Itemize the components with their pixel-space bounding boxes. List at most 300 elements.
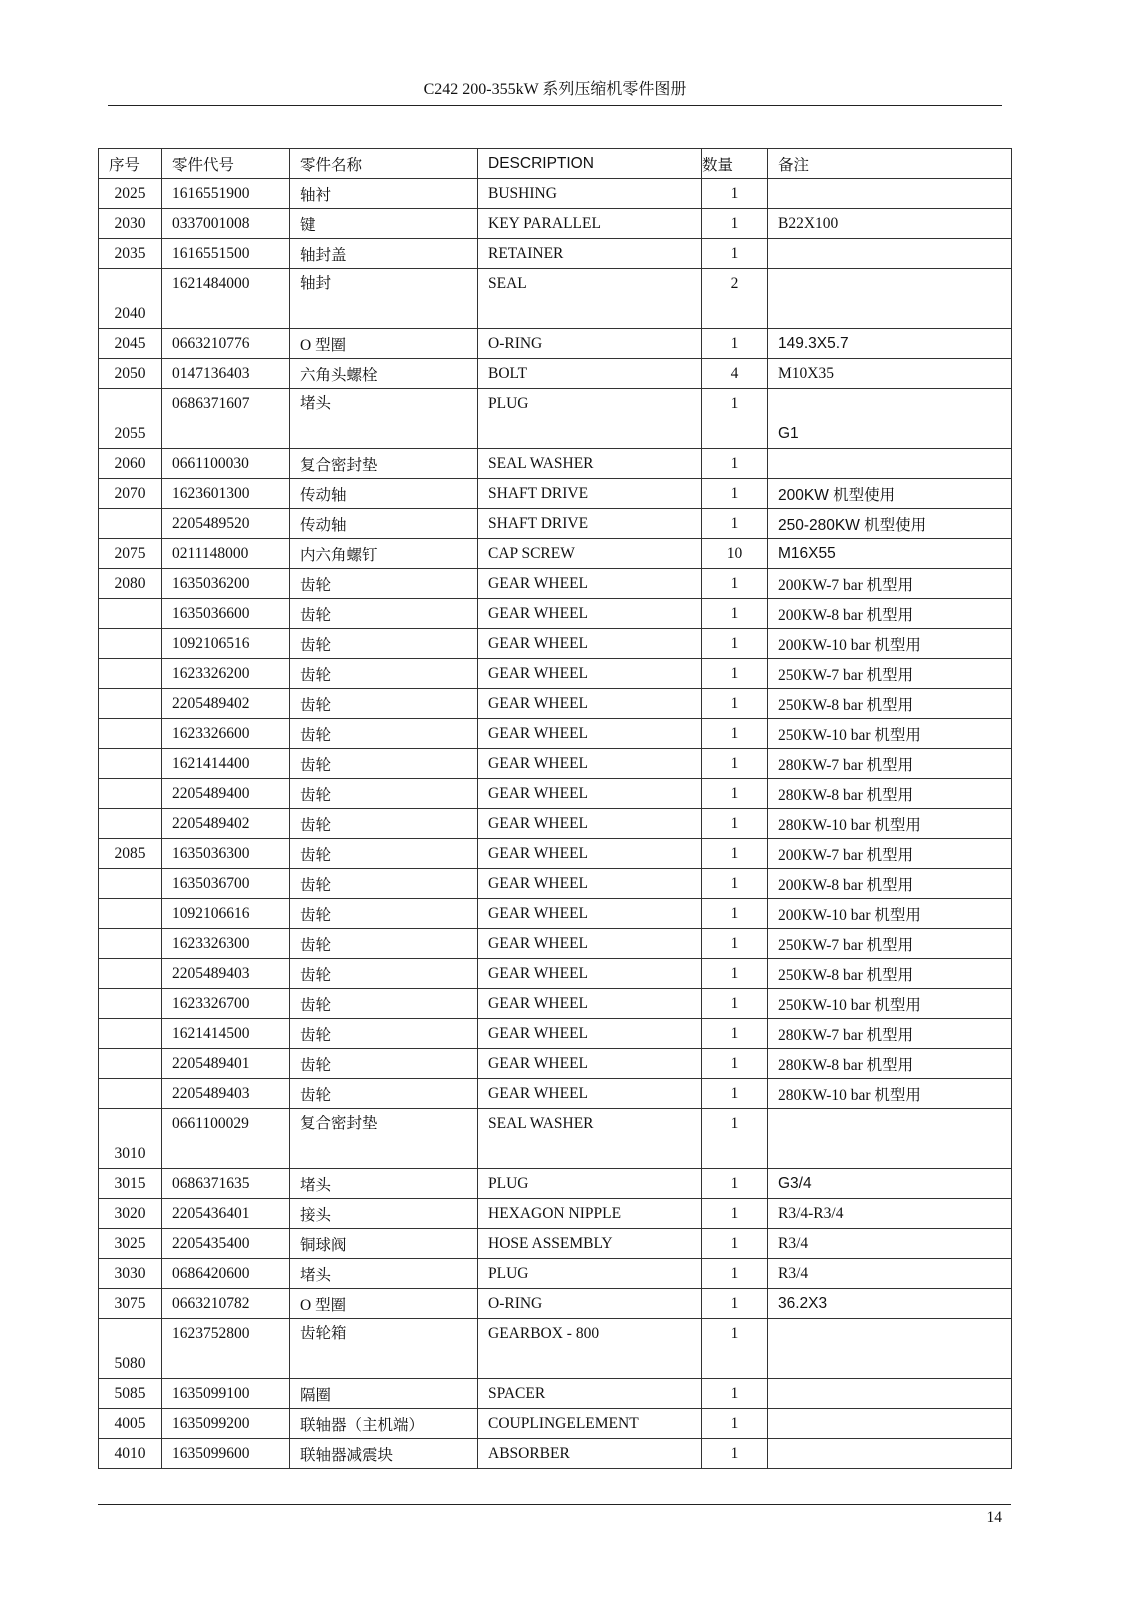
cell-part-name [290,1439,478,1469]
cell-part-name [290,869,478,899]
cell-quantity [702,1199,768,1229]
table-header-row [99,149,1012,179]
cell-part-name-text: O 型圈 [300,336,347,354]
cell-remarks-text: 280KW-7 bar 机型用 [778,756,914,774]
cell-description [478,929,702,959]
cell-quantity [702,599,768,629]
cell-remarks [768,779,1012,809]
cell-part-name-text: 轴衬 [300,186,332,204]
cell-description-text: CAP SCREW [488,544,575,562]
table-row [99,1439,1012,1469]
cell-part-code-text: 1092106516 [172,634,250,652]
cell-seq [99,509,162,539]
cell-part-name-text: 齿轮 [300,696,332,714]
table-row [99,239,1012,269]
cell-quantity-text: 1 [730,694,739,712]
cell-remarks-text: R3/4 [778,1264,809,1282]
cell-description-text: GEAR WHEEL [488,724,589,742]
cell-seq-text: 2035 [114,245,146,262]
table-row [99,749,1012,779]
cell-seq-text: 2060 [114,455,146,472]
cell-quantity-text: 2 [730,275,739,292]
cell-seq [99,1409,162,1439]
cell-seq-text: 2070 [114,485,146,502]
header-part-code: 零件代号 [162,149,290,179]
cell-description-text: GEAR WHEEL [488,904,589,922]
cell-seq [99,389,162,449]
cell-seq-text: 3030 [114,1265,146,1282]
cell-quantity-text: 1 [730,1204,739,1222]
cell-quantity-text: 1 [730,1115,739,1132]
cell-remarks-text: 149.3X5.7 [778,334,849,352]
cell-part-name [290,329,478,359]
cell-part-name-text: 齿轮 [300,1056,332,1074]
cell-part-name-text: 齿轮 [300,966,332,984]
cell-part-name [290,449,478,479]
cell-part-name-text: 传动轴 [300,486,347,504]
cell-part-name [290,239,478,269]
cell-description [478,179,702,209]
cell-description-text: BUSHING [488,184,557,202]
cell-remarks-text: 200KW-7 bar 机型用 [778,846,914,864]
cell-part-name-text: 六角头螺栓 [300,366,378,384]
cell-seq [99,989,162,1019]
cell-part-name-text: 联轴器（主机端） [300,1416,425,1434]
cell-description-text: SHAFT DRIVE [488,514,589,532]
cell-quantity-text: 1 [730,184,739,202]
cell-part-name-text: 齿轮箱 [300,1325,347,1342]
cell-quantity [702,989,768,1019]
cell-remarks [768,1289,1012,1319]
cell-quantity-text: 10 [726,544,743,562]
cell-seq [99,179,162,209]
cell-remarks [768,1019,1012,1049]
cell-description [478,1199,702,1229]
footer-divider [98,1504,1011,1505]
cell-quantity-text: 4 [730,364,739,382]
cell-remarks [768,569,1012,599]
cell-part-name-text: 复合密封垫 [300,1115,378,1132]
cell-quantity [702,239,768,269]
cell-seq-text: 5080 [114,1355,146,1372]
cell-part-name-text: 传动轴 [300,516,347,534]
cell-seq [99,1079,162,1109]
cell-seq [99,269,162,329]
cell-remarks [768,659,1012,689]
cell-description [478,809,702,839]
cell-part-name [290,1019,478,1049]
cell-description [478,1319,702,1379]
cell-description [478,239,702,269]
cell-description-text: GEAR WHEEL [488,964,589,982]
cell-quantity-text: 1 [730,1234,739,1252]
cell-remarks [768,899,1012,929]
cell-remarks [768,1319,1012,1379]
cell-seq [99,599,162,629]
cell-part-name [290,569,478,599]
cell-remarks [768,1259,1012,1289]
cell-part-code [162,929,290,959]
cell-description [478,839,702,869]
cell-quantity-text: 1 [730,964,739,982]
table-row [99,929,1012,959]
cell-part-code-text: 0686420600 [172,1264,250,1282]
cell-description-text: GEAR WHEEL [488,1084,589,1102]
cell-remarks [768,959,1012,989]
cell-remarks-text: 280KW-7 bar 机型用 [778,1026,914,1044]
cell-part-code-text: 1623326200 [172,664,250,682]
cell-part-code-text: 2205489402 [172,694,250,712]
cell-description [478,659,702,689]
cell-remarks-text: G3/4 [778,1174,812,1192]
cell-remarks-text: 280KW-10 bar 机型用 [778,1086,921,1104]
table-row [99,179,1012,209]
cell-part-name [290,1289,478,1319]
cell-description [478,989,702,1019]
cell-part-code-text: 2205489403 [172,964,250,982]
cell-part-name-text: 轴封盖 [300,246,347,264]
cell-quantity-text: 1 [730,1414,739,1432]
cell-part-name [290,1319,478,1379]
table-row [99,689,1012,719]
cell-quantity [702,1169,768,1199]
cell-part-code-text: 1092106616 [172,904,250,922]
cell-part-code [162,1439,290,1469]
cell-quantity-text: 1 [730,334,739,352]
cell-part-name-text: 齿轮 [300,786,332,804]
cell-remarks [768,989,1012,1019]
cell-part-code-text: 2205436401 [172,1204,250,1222]
cell-part-name [290,269,478,329]
cell-part-code-text: 1616551900 [172,184,250,202]
table-row [99,1409,1012,1439]
cell-part-code-text: 2205489520 [172,514,250,532]
cell-quantity [702,1079,768,1109]
cell-description-text: O-RING [488,334,543,352]
page-header-title: C242 200-355kW 系列压缩机零件图册 [423,81,687,98]
cell-part-name-text: 齿轮 [300,846,332,864]
cell-quantity-text: 1 [730,934,739,952]
cell-description-text: SEAL WASHER [488,454,594,472]
cell-remarks [768,209,1012,239]
cell-part-name [290,1169,478,1199]
cell-part-code [162,1109,290,1169]
cell-description [478,269,702,329]
cell-part-code-text: 2205489403 [172,1084,250,1102]
cell-description [478,749,702,779]
cell-part-code [162,989,290,1019]
cell-part-name [290,1409,478,1439]
cell-description-text: GEAR WHEEL [488,664,589,682]
cell-quantity [702,449,768,479]
cell-remarks-text: 250KW-8 bar 机型用 [778,966,914,984]
cell-part-name [290,959,478,989]
cell-seq-text: 2055 [114,425,146,442]
cell-part-name-text: 联轴器减震块 [300,1446,394,1464]
cell-description-text: O-RING [488,1294,543,1312]
cell-part-name [290,359,478,389]
cell-part-code-text: 0663210776 [172,334,250,352]
table-row [99,1229,1012,1259]
cell-part-name-text: 齿轮 [300,636,332,654]
cell-seq-text: 3010 [114,1145,146,1162]
cell-part-code [162,1169,290,1199]
cell-part-code-text: 1621484000 [172,275,250,292]
cell-quantity [702,1289,768,1319]
table-row [99,1319,1012,1379]
cell-seq-text: 4005 [114,1415,146,1432]
table-row [99,779,1012,809]
cell-quantity [702,929,768,959]
table-row [99,719,1012,749]
cell-remarks [768,1199,1012,1229]
cell-seq [99,929,162,959]
table-row [99,599,1012,629]
cell-description-text: GEAR WHEEL [488,604,589,622]
cell-remarks [768,239,1012,269]
cell-part-code-text: 0661100030 [172,454,249,472]
cell-quantity-text: 1 [730,724,739,742]
cell-part-code-text: 1635036700 [172,874,250,892]
cell-description-text: PLUG [488,1174,529,1192]
cell-remarks [768,1409,1012,1439]
cell-remarks-text: R3/4-R3/4 [778,1204,844,1222]
cell-description [478,1049,702,1079]
cell-seq [99,689,162,719]
cell-description [478,1379,702,1409]
cell-seq [99,629,162,659]
table-row [99,659,1012,689]
cell-remarks [768,689,1012,719]
cell-quantity-text: 1 [730,904,739,922]
cell-seq-text: 2030 [114,215,146,232]
cell-part-name-text: 齿轮 [300,576,332,594]
cell-quantity-text: 1 [730,1294,739,1312]
cell-quantity-text: 1 [730,1325,739,1342]
cell-part-code [162,209,290,239]
parts-table [98,148,1012,1469]
cell-quantity-text: 1 [730,1264,739,1282]
cell-part-name [290,479,478,509]
cell-part-name-text: 堵头 [300,1176,332,1194]
table-row [99,389,1012,449]
header-description: DESCRIPTION [478,149,702,179]
table-row [99,539,1012,569]
cell-quantity-text: 1 [730,454,739,472]
cell-seq [99,779,162,809]
cell-quantity [702,719,768,749]
table-row [99,359,1012,389]
cell-description-text: GEAR WHEEL [488,1054,589,1072]
cell-part-code [162,1079,290,1109]
cell-description-text: GEAR WHEEL [488,694,589,712]
table-row [99,959,1012,989]
cell-part-name [290,989,478,1019]
cell-part-code [162,1049,290,1079]
cell-part-code-text: 1623326600 [172,724,250,742]
cell-seq [99,1109,162,1169]
cell-remarks [768,479,1012,509]
cell-seq [99,1289,162,1319]
cell-seq-text: 3020 [114,1205,146,1222]
cell-quantity [702,1409,768,1439]
cell-remarks [768,269,1012,329]
cell-part-name [290,539,478,569]
cell-part-name-text: 接头 [300,1206,332,1224]
cell-seq [99,809,162,839]
cell-part-code-text: 1623601300 [172,484,250,502]
cell-quantity-text: 1 [730,1084,739,1102]
cell-remarks [768,179,1012,209]
cell-seq [99,839,162,869]
cell-part-code [162,1229,290,1259]
cell-quantity-text: 1 [730,1444,739,1462]
cell-part-name [290,1229,478,1259]
cell-part-code [162,479,290,509]
cell-quantity-text: 1 [730,814,739,832]
cell-remarks [768,1049,1012,1079]
cell-part-name [290,209,478,239]
cell-seq [99,1019,162,1049]
cell-remarks-text: B22X100 [778,214,839,232]
cell-quantity [702,959,768,989]
cell-part-name-text: 齿轮 [300,906,332,924]
cell-quantity [702,899,768,929]
cell-quantity-text: 1 [730,395,739,412]
header-quantity: 数量 [702,149,768,179]
cell-part-name [290,839,478,869]
cell-seq-text: 4010 [114,1445,146,1462]
cell-remarks-text: 200KW-7 bar 机型用 [778,576,914,594]
header-seq: 序号 [99,149,162,179]
cell-part-code [162,899,290,929]
cell-description-text: GEAR WHEEL [488,634,589,652]
cell-part-code [162,539,290,569]
cell-remarks [768,1109,1012,1169]
cell-description-text: RETAINER [488,244,564,262]
table-row [99,1289,1012,1319]
cell-seq-text: 3075 [114,1295,146,1312]
cell-seq-text: 3025 [114,1235,146,1252]
cell-part-code [162,629,290,659]
cell-remarks [768,719,1012,749]
cell-remarks [768,1079,1012,1109]
cell-seq [99,899,162,929]
cell-part-code [162,509,290,539]
cell-quantity [702,269,768,329]
cell-part-name-text: 齿轮 [300,936,332,954]
cell-part-code [162,1199,290,1229]
cell-quantity [702,329,768,359]
cell-part-code-text: 1635099100 [172,1384,250,1402]
cell-part-name-text: 轴封 [300,275,332,292]
cell-remarks-text: 200KW-10 bar 机型用 [778,906,921,924]
cell-seq [99,869,162,899]
cell-description [478,449,702,479]
cell-remarks-text: 250KW-10 bar 机型用 [778,996,921,1014]
cell-description [478,1409,702,1439]
cell-part-code-text: 0686371607 [172,395,250,412]
cell-part-code-text: 0663210782 [172,1294,250,1312]
cell-part-name [290,659,478,689]
cell-part-name-text: 堵头 [300,1266,332,1284]
cell-part-name-text: 内六角螺钉 [300,546,378,564]
cell-part-name-text: 齿轮 [300,1026,332,1044]
cell-part-name [290,599,478,629]
cell-remarks-text: M16X55 [778,544,836,562]
cell-part-code-text: 1616551500 [172,244,250,262]
table-row [99,269,1012,329]
cell-part-code-text: 2205489400 [172,784,250,802]
table-row [99,1079,1012,1109]
cell-part-code [162,959,290,989]
cell-remarks [768,1379,1012,1409]
cell-part-name [290,689,478,719]
cell-description [478,359,702,389]
cell-quantity [702,869,768,899]
cell-part-name [290,929,478,959]
cell-part-name-text: 隔圈 [300,1386,332,1404]
cell-description-text: PLUG [488,395,529,412]
cell-remarks [768,599,1012,629]
cell-part-code [162,1409,290,1439]
cell-quantity-text: 1 [730,574,739,592]
cell-description [478,389,702,449]
cell-remarks [768,629,1012,659]
cell-description-text: GEAR WHEEL [488,1024,589,1042]
cell-quantity-text: 1 [730,754,739,772]
cell-seq [99,749,162,779]
cell-description [478,1169,702,1199]
cell-part-code [162,569,290,599]
cell-quantity [702,479,768,509]
page-number: 14 [986,1509,1002,1526]
cell-seq [99,1199,162,1229]
cell-part-name-text: 齿轮 [300,876,332,894]
cell-part-code-text: 1635099600 [172,1444,250,1462]
table-row [99,209,1012,239]
cell-quantity-text: 1 [730,844,739,862]
cell-description [478,1439,702,1469]
cell-seq [99,329,162,359]
cell-quantity [702,1019,768,1049]
cell-remarks-text: R3/4 [778,1234,809,1252]
table-row [99,1019,1012,1049]
cell-remarks [768,449,1012,479]
cell-part-code [162,359,290,389]
cell-remarks-text: 280KW-8 bar 机型用 [778,786,914,804]
cell-part-name-text: 齿轮 [300,1086,332,1104]
cell-remarks [768,359,1012,389]
cell-seq [99,659,162,689]
cell-part-code [162,449,290,479]
table-row [99,869,1012,899]
cell-quantity-text: 1 [730,994,739,1012]
cell-remarks [768,1229,1012,1259]
table-row [99,569,1012,599]
cell-description-text: GEAR WHEEL [488,934,589,952]
header-divider [108,105,1002,106]
cell-quantity [702,209,768,239]
table-row [99,1379,1012,1409]
cell-seq-text: 3015 [114,1175,146,1192]
cell-part-name [290,1379,478,1409]
cell-part-name-text: 齿轮 [300,606,332,624]
cell-remarks [768,809,1012,839]
cell-part-code [162,839,290,869]
cell-part-code-text: 1635036200 [172,574,250,592]
cell-quantity-text: 1 [730,1054,739,1072]
